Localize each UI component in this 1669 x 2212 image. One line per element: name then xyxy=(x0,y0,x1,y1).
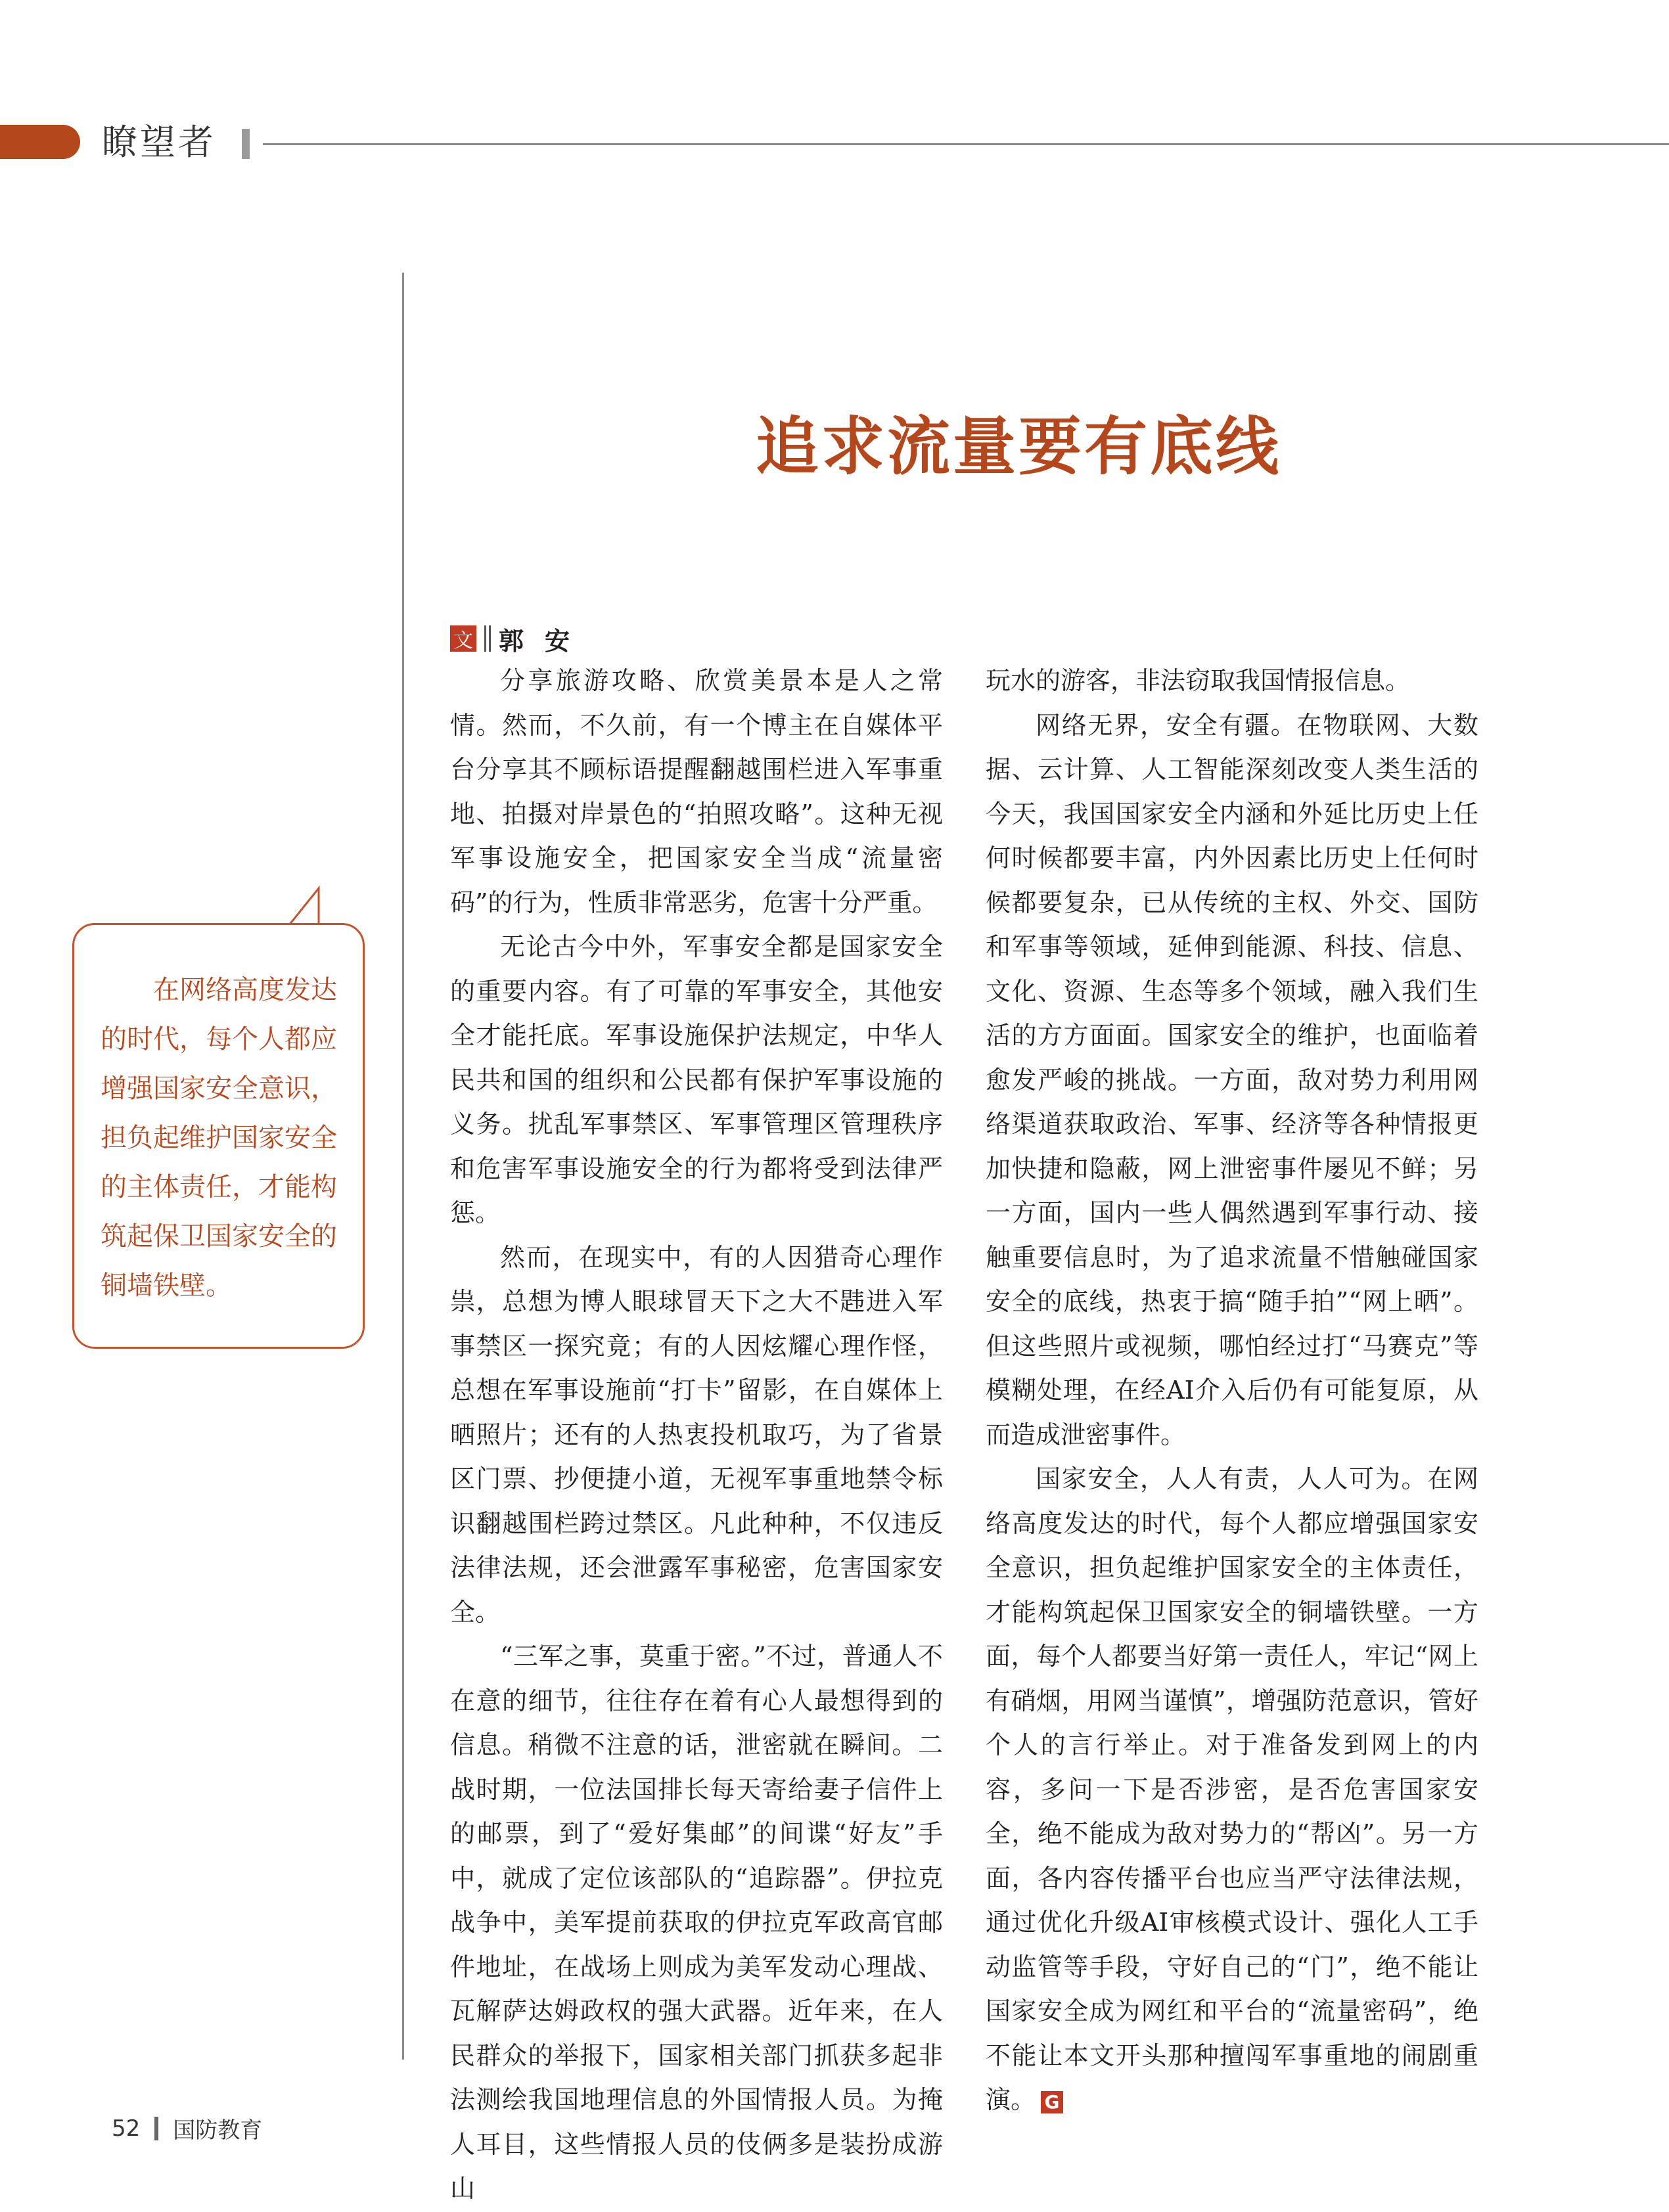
author-name: 郭安 xyxy=(499,626,591,656)
paragraph-continuation: 玩水的游客，非法窃取我国情报信息。 xyxy=(986,666,1411,695)
page-footer xyxy=(112,2112,262,2144)
byline-mark: 文 xyxy=(450,625,476,652)
pull-quote-box xyxy=(72,923,365,1349)
article-column-right xyxy=(986,659,1478,2123)
pull-quote-tail xyxy=(289,888,342,928)
header-rule xyxy=(263,143,1669,145)
paragraph: 然而，在现实中，有的人因猎奇心理作祟，总想为博人眼球冒天下之大不韪进入军事禁区一探究竟；有的人因炫耀心理作怪，总想在军事设施前“打卡”留影，在自媒体上晒照片；还有的人热衷投机取巧，为了省景区门票、抄便捷小道，无视军事重地禁令标识翻越围栏跨过禁区。凡此种种，不仅违反法律法规，还会泄露军事秘密，危害国家安全。 xyxy=(450,1242,943,1627)
paragraph: 无论古今中外，军事安全都是国家安全的重要内容。有了可靠的军事安全，其他安全才能托底。军事设施保护法规定，中华人民共和国的组织和公民都有保护军事设施的义务。扰乱军事禁区、军事管理区管理秩序和危害军事设施安全的行为都将受到法律严惩。 xyxy=(450,932,943,1227)
paragraph: 分享旅游攻略、欣赏美景本是人之常情。然而，不久前，有一个博主在自媒体平台分享其不顾标语提醒翻越围栏进入军事重地、拍摄对岸景色的“拍照攻略”。这种无视军事设施安全，把国家安全当成“流量密码”的行为，性质非常恶劣，危害十分严重。 xyxy=(450,666,943,917)
footer-divider xyxy=(154,2117,158,2140)
byline xyxy=(450,623,591,654)
paragraph-last xyxy=(986,1457,1478,2123)
byline-divider xyxy=(484,625,491,652)
section-label: 瞭望者 xyxy=(102,122,216,163)
article-column-left xyxy=(450,659,943,2211)
pull-quote-text: 在网络高度发达的时代，每个人都应增强国家安全意识，担负起维护国家安全的主体责任，才能构筑起保卫国家安全的铜墙铁壁。 xyxy=(101,975,337,1301)
paragraph: 网络无界，安全有疆。在物联网、大数据、云计算、人工智能深刻改变人类生活的今天，我国国家安全内涵和外延比历史上任何时候都要丰富，内外因素比历史上任何时候都要复杂，已从传统的主权、外交、国防和军事等领域，延伸到能源、科技、信息、文化、资源、生态等多个领域，融入我们生活的方方面面。国家安全的维护，也面临着愈发严峻的挑战。一方面，敌对势力利用网络渠道获取政治、军事、经济等各种情报更加快捷和隐蔽，网上泄密事件屡见不鲜；另一方面，国内一些人偶然遇到军事行动、接触重要信息时，为了追求流量不惜触碰国家安全的底线，热衷于搞“随手拍”“网上晒”。但这些照片或视频，哪怕经过打“马赛克”等模糊处理，在经AI介入后仍有可能复原，从而造成泄密事件。 xyxy=(986,710,1478,1449)
paragraph-text: 国家安全，人人有责，人人可为。在网络高度发达的时代，每个人都应增强国家安全意识，担负起维护国家安全的主体责任，才能构筑起保卫国家安全的铜墙铁壁。一方面，每个人都要当好第一责任人，牢记“网上有硝烟，用网当谨慎”，增强防范意识，管好个人的言行举止。对于准备发到网上的内容，多问一下是否涉密，是否危害国家安全，绝不能成为敌对势力的“帮凶”。另一方面，各内容传播平台也应当严守法律法规，通过优化升级AI审核模式设计、强化人工手动监管等手段，守好自己的“门”，绝不能让国家安全成为网红和平台的“流量密码”，绝不能让本文开头那种擅闯军事重地的闹剧重演。 xyxy=(986,1464,1478,2114)
column-divider-line xyxy=(402,273,404,2060)
article-title: 追求流量要有底线 xyxy=(756,410,1281,484)
end-mark-icon: G xyxy=(1041,2091,1063,2113)
paragraph: “三军之事，莫重于密。”不过，普通人不在意的细节，往往存在着有心人最想得到的信息。稍微不注意的话，泄密就在瞬间。二战时期，一位法国排长每天寄给妻子信件上的邮票，到了“爱好集邮”的间谍“好友”手中，就成了定位该部队的“追踪器”。伊拉克战争中，美军提前获取的伊拉克军政高官邮件地址，在战场上则成为美军发动心理战、瓦解萨达姆政权的强大武器。近年来，在人民群众的举报下，国家相关部门抓获多起非法测绘我国地理信息的外国情报人员。为掩人耳目，这些情报人员的伎俩多是装扮成游山 xyxy=(450,1642,943,2203)
section-header-pill xyxy=(0,125,80,159)
magazine-name: 国防教育 xyxy=(173,2117,263,2144)
page-number: 52 xyxy=(112,2115,141,2142)
section-header-bar xyxy=(242,129,250,159)
